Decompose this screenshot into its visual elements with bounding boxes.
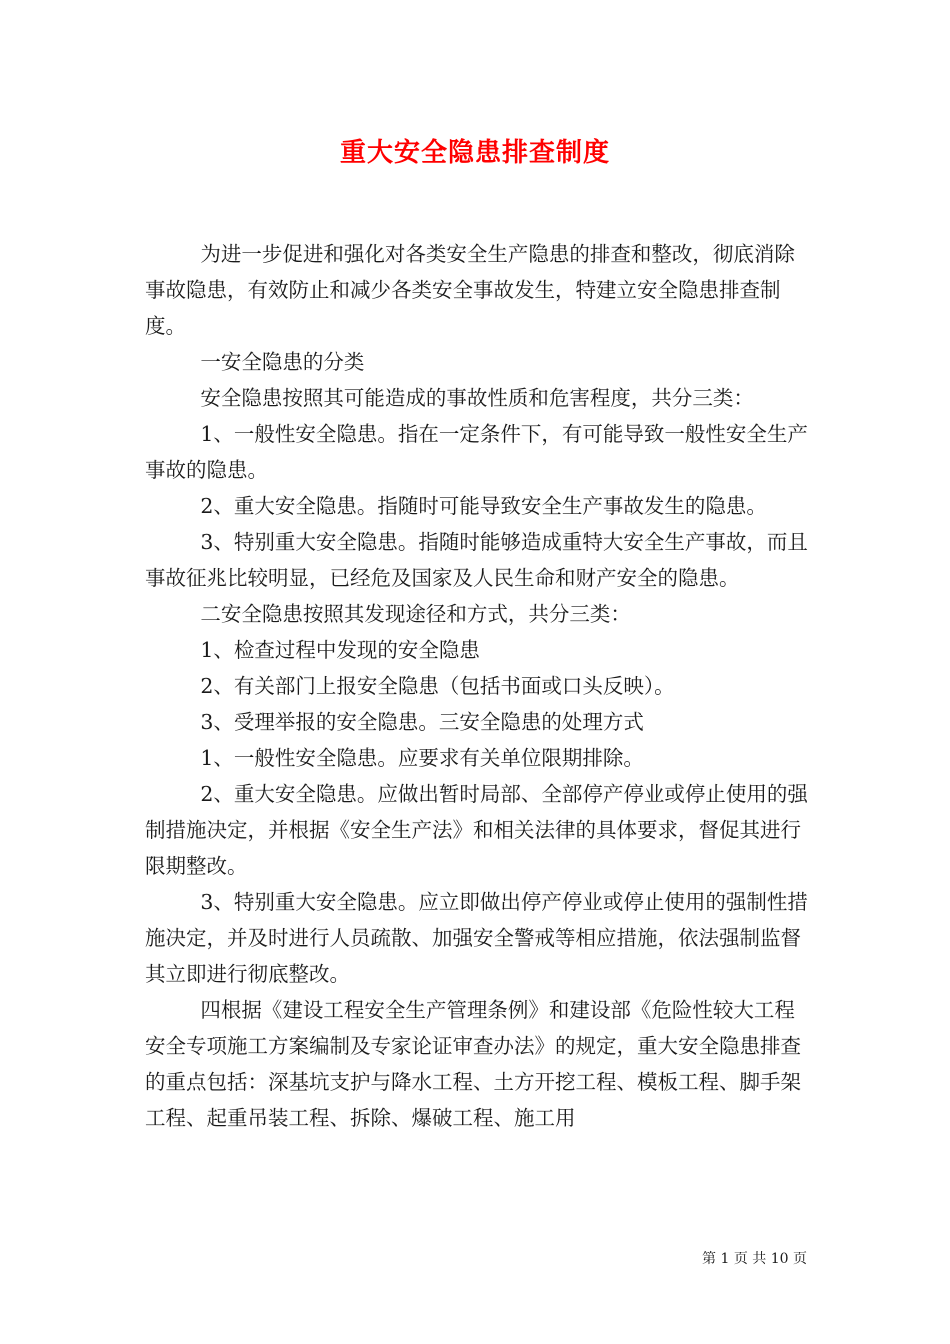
paragraph: 安全隐患按照其可能造成的事故性质和危害程度，共分三类：	[200, 386, 754, 410]
list-item: 2、重大安全隐患。指随时可能导致安全生产事故发生的隐患。	[200, 494, 767, 518]
list-item: 3、特别重大安全隐患。指随时能够造成重特大安全生产事故，而且事故征兆比较明显，已经危及国家及人民生命和财产安全的隐患。	[145, 530, 808, 590]
list-item: 1、一般性安全隐患。指在一定条件下，有可能导致一般性安全生产事故的隐患。	[145, 422, 808, 482]
paragraph-intro: 为进一步促进和强化对各类安全生产隐患的排查和整改，彻底消除事故隐患，有效防止和减少各类安全事故发生，特建立安全隐患排查制度。	[145, 242, 795, 338]
document-body	[145, 236, 815, 1136]
list-item: 3、受理举报的安全隐患。三安全隐患的处理方式	[200, 710, 644, 734]
list-item: 2、有关部门上报安全隐患（包括书面或口头反映）。	[200, 674, 675, 698]
section-heading-1: 一安全隐患的分类	[200, 350, 365, 374]
list-item: 3、特别重大安全隐患。应立即做出停产停业或停止使用的强制性措施决定，并及时进行人员疏散、加强安全警戒等相应措施，依法强制监督其立即进行彻底整改。	[145, 890, 808, 986]
document-title: 重大安全隐患排查制度	[339, 138, 610, 168]
list-item: 1、一般性安全隐患。应要求有关单位限期排除。	[200, 746, 644, 770]
list-item: 2、重大安全隐患。应做出暂时局部、全部停产停业或停止使用的强制措施决定，并根据《安全生产法》和相关法律的具体要求，督促其进行限期整改。	[145, 782, 808, 878]
page-number: 第 1 页 共 10 页	[702, 1251, 807, 1267]
list-item: 1、检查过程中发现的安全隐患	[200, 638, 480, 662]
section-heading-2: 二安全隐患按照其发现途径和方式，共分三类：	[200, 602, 631, 626]
section-paragraph-4: 四根据《建设工程安全生产管理条例》和建设部《危险性较大工程安全专项施工方案编制及专家论证审查办法》的规定，重大安全隐患排查的重点包括：深基坑支护与降水工程、土方开挖工程、模板工程、脚手架工程、起重吊装工程、拆除、爆破工程、施工用	[145, 998, 801, 1130]
